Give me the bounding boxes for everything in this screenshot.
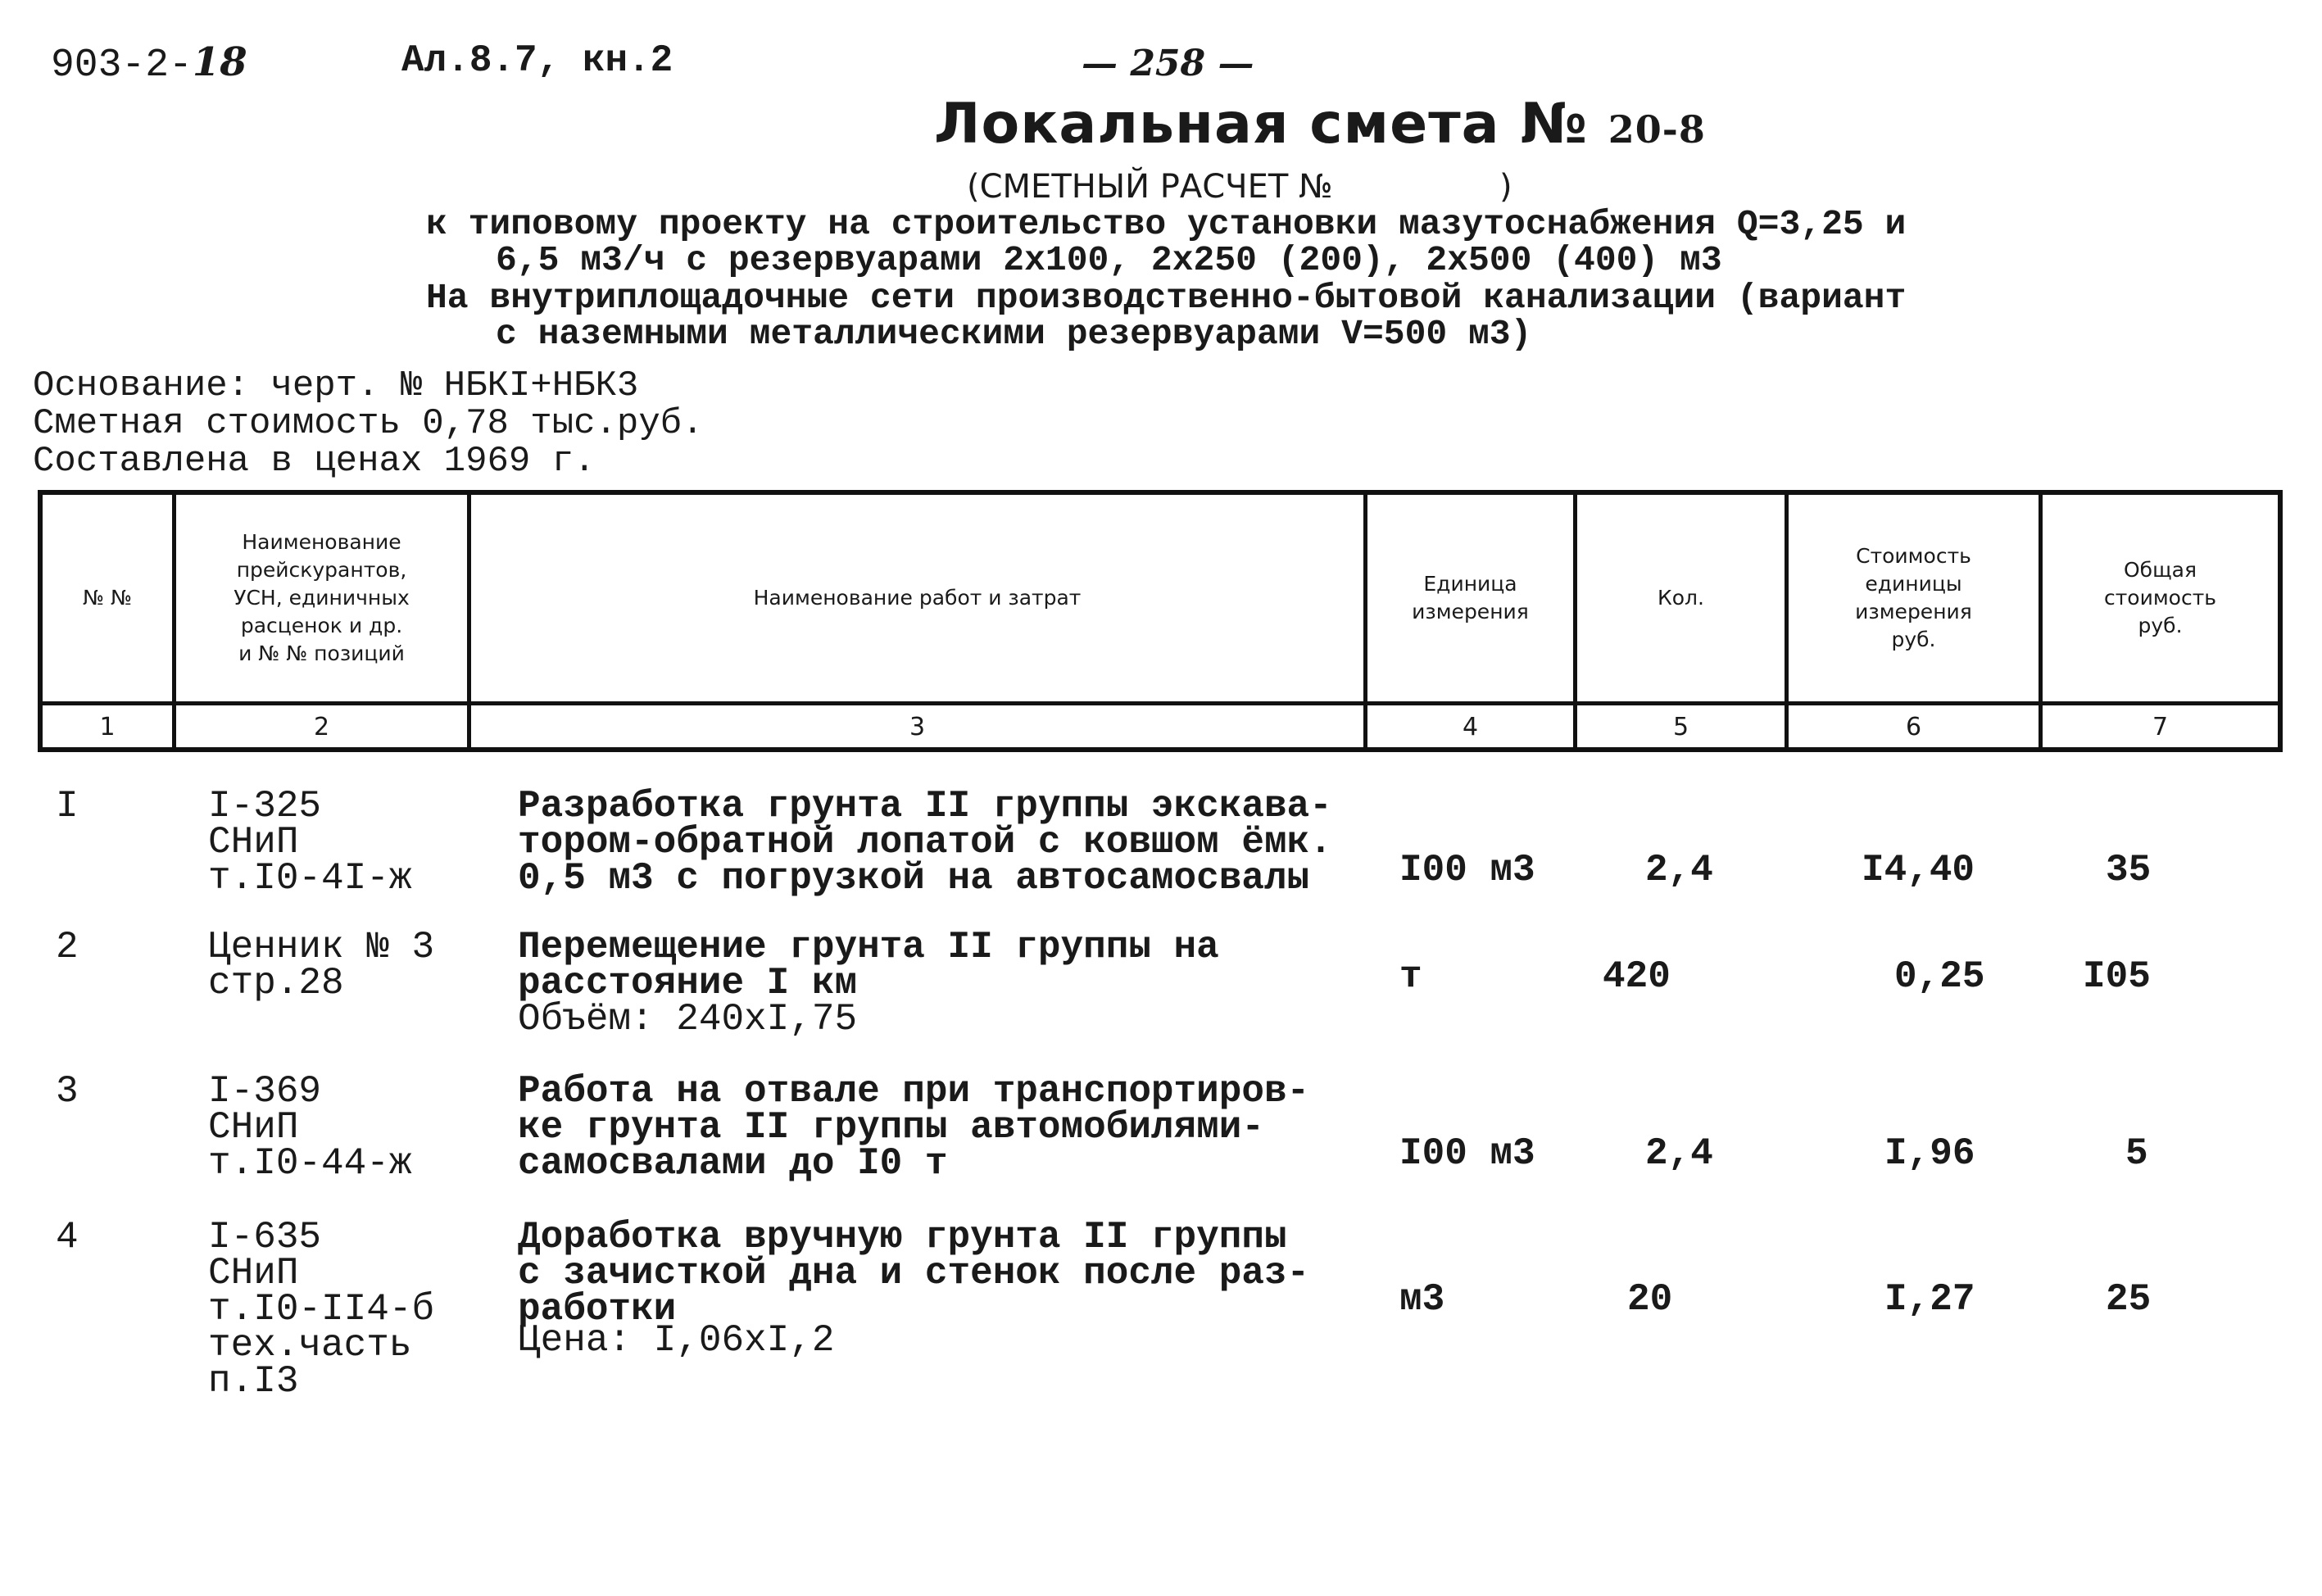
estimate-table-header [38,490,2283,752]
column-header-unit-cost: Стоимость единицы измерения руб. [1855,544,1972,651]
row-total: 5 [2125,1132,2148,1175]
column-header-qty: Кол. [1658,586,1704,610]
basis-cost: Сметная стоимость 0,78 тыс.руб. [33,403,704,444]
row-unit: I00 м3 [1399,1132,1535,1175]
column-number: 1 [99,712,116,741]
row-unit-cost: I4,40 [1862,849,1975,891]
subtitle: (СМЕТНЫЙ РАСЧЕТ № [967,168,1333,206]
row-reference: I-635 СНиП т.I0-II4-б тех.часть п.I3 [208,1216,435,1403]
album-reference: Ал.8.7, кн.2 [401,39,673,82]
row-unit: м3 [1399,1278,1445,1321]
column-header-unit: Единица измерения [1412,572,1529,623]
row-work: Работа на отвале при транспортиров- ке грунта II группы автомобилями- самосвалами до I0 т [518,1070,1310,1185]
column-number: 2 [313,712,330,741]
document-code: 903-2-18 [51,39,247,88]
row-work: Доработка вручную грунта II группы с зачисткой дна и стенок после раз- работки [518,1216,1310,1331]
column-header-number: № № [83,586,132,610]
row-unit-cost: I,27 [1884,1278,1975,1321]
row-unit-cost: I,96 [1884,1132,1975,1175]
description-line: к типовому проекту на строительство установки мазутоснабжения Q=3,25 и [426,204,1907,244]
subtitle-close: ) [1499,168,1512,206]
row-qty: 420 [1603,955,1671,998]
row-qty: 2,4 [1645,849,1713,891]
column-header-total: Общая стоимость руб. [2103,558,2217,637]
row-unit: I00 м3 [1399,849,1535,891]
row-number: I [56,785,79,827]
document-code-handwritten: 18 [192,39,247,85]
basis-drawing: Основание: черт. № НБКI+НБК3 [33,365,639,406]
description-line: На внутриплощадочные сети производственно-бытовой канализации (вариант [426,278,1907,318]
column-number: 6 [1905,712,1922,741]
column-number: 5 [1672,712,1689,741]
basis-prices: Составлена в ценах 1969 г. [33,441,596,482]
row-total: 35 [2106,849,2152,891]
row-unit-cost: 0,25 [1894,955,1985,998]
column-header-reference: Наименование прейскурантов, УСН, единичных расценок и др. и № № позиций [234,530,410,665]
row-work: Разработка грунта II группы экскава- тором-обратной лопатой с ковшом ёмк. 0,5 м3 с погрузкой на автосамосвалы [518,785,1332,900]
row-reference: Ценник № 3 стр.28 [208,926,435,1004]
row-number: 2 [56,926,79,968]
row-reference: I-325 СНиП т.I0-4I-ж [208,785,412,900]
row-total: I05 [2083,955,2151,998]
page-title: Локальная смета № 20-8 [934,92,1706,156]
description-line: 6,5 м3/ч с резервуарами 2х100, 2х250 (200), 2х500 (400) м3 [496,240,1722,280]
row-work: Перемещение грунта II группы на расстояние I км [518,926,1219,1004]
description-line: с наземными металлическими резервуарами V=500 м3) [496,314,1532,354]
row-qty: 20 [1627,1278,1673,1321]
row-number: 3 [56,1070,79,1113]
row-qty: 2,4 [1645,1132,1713,1175]
column-number: 7 [2152,712,2169,741]
column-header-work: Наименование работ и затрат [753,586,1082,610]
estimate-number: 20-8 [1608,107,1706,152]
row-unit: т [1399,955,1422,998]
page-number: — 258 — [1082,43,1254,84]
row-number: 4 [56,1216,79,1258]
row-work-note: Объём: 240хI,75 [518,998,858,1041]
row-work-note: Цена: I,06хI,2 [518,1319,835,1362]
column-number: 3 [909,712,926,741]
column-number: 4 [1462,712,1479,741]
row-total: 25 [2106,1278,2152,1321]
row-reference: I-369 СНиП т.I0-44-ж [208,1070,412,1185]
